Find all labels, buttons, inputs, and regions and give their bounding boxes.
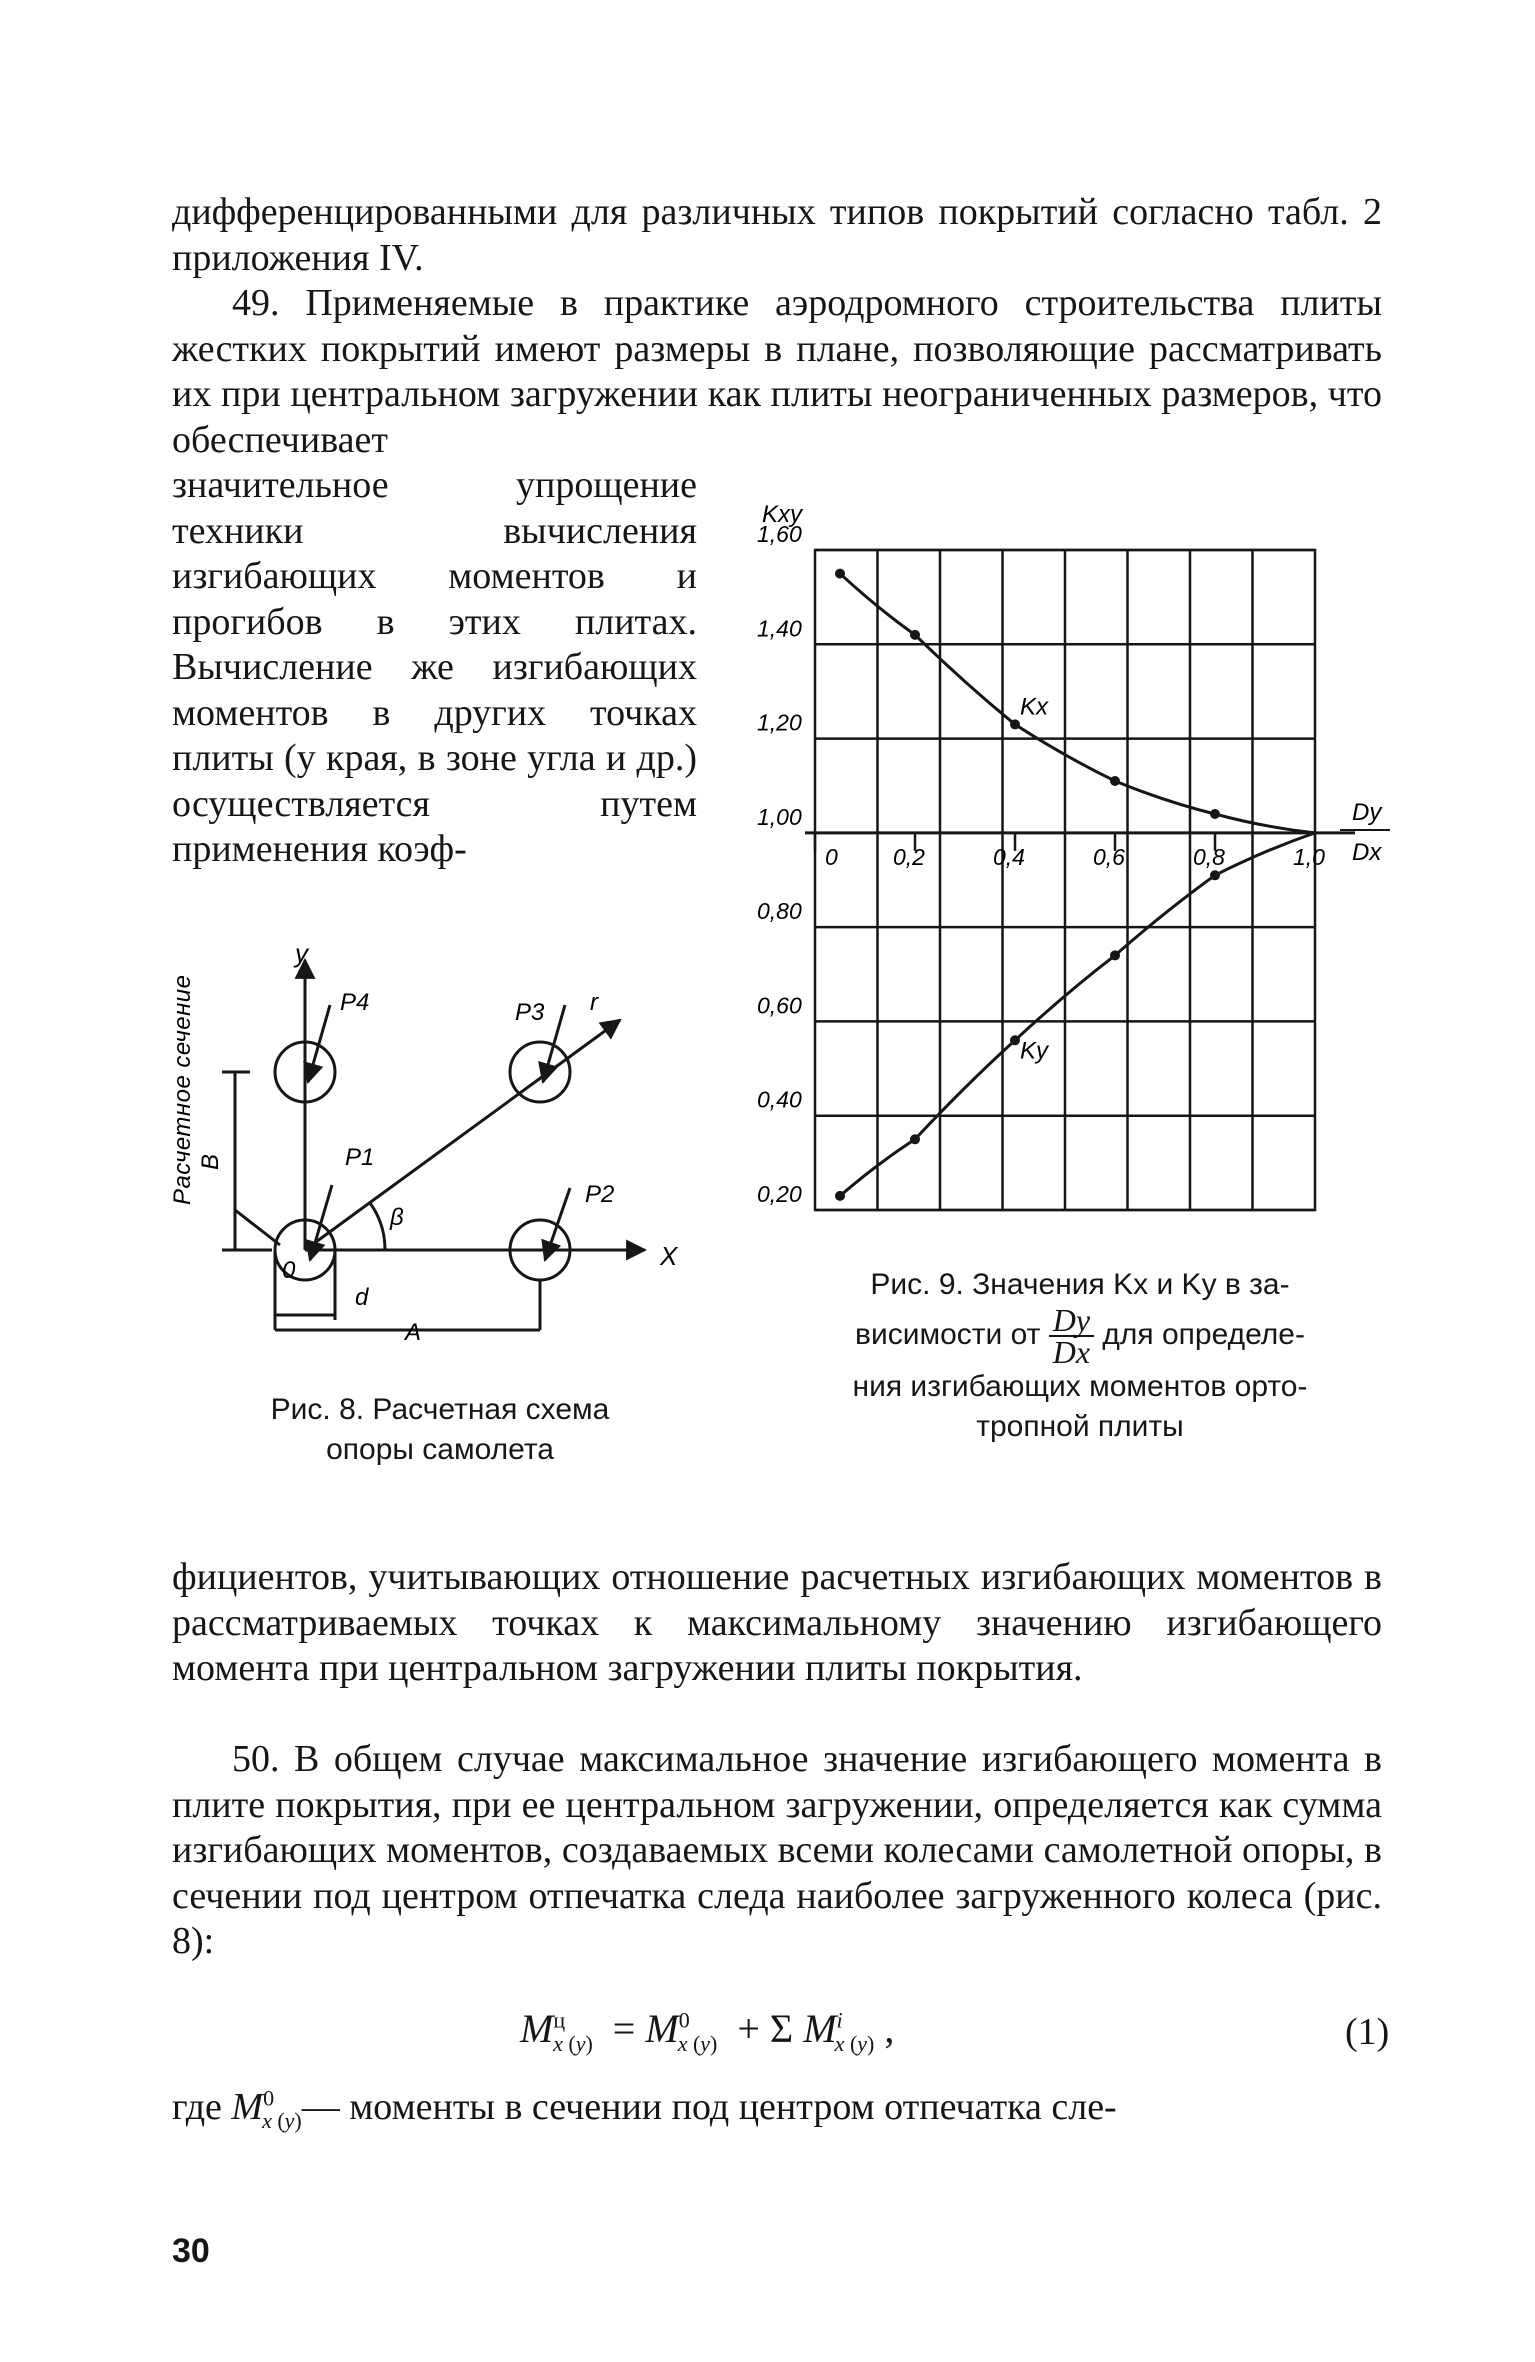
x-tick-label: 0,4: [993, 843, 1025, 870]
figure-9-caption-line4: тропной плиты: [976, 1410, 1184, 1443]
figure-8-caption: [180, 1390, 700, 1470]
x-tick-label: 0,6: [1093, 843, 1125, 870]
equation-number: (1): [1345, 2011, 1390, 2053]
paragraph-49-wrapped: значительное упрощение техники вычисления изгибающих моментов и прогибов в этих плитах. Вычисление же изгибающих моментов в других точках плиты (у края, в зоне угла и др.) осуществляется путем применения коэф-: [172, 464, 697, 870]
x-axis-label-num: Dy: [1352, 799, 1382, 826]
label-b: B: [197, 1153, 224, 1170]
x-tick-label: 0,2: [893, 843, 925, 870]
page-number: 30: [172, 2232, 210, 2270]
label-y: y: [295, 938, 308, 968]
series-label-Kx: Kx: [1020, 693, 1049, 721]
radius-line: [305, 1020, 620, 1250]
x-tick-label: 0,8: [1193, 843, 1225, 870]
data-point-Kx: [835, 569, 845, 579]
paragraph-49: [172, 281, 1382, 463]
data-point-Kx: [1210, 809, 1220, 819]
y-tick-label: 0,40: [757, 1086, 802, 1113]
paragraph-49-continuation: фициентов, учитывающих отношение расчетных изгибающих моментов в рассматриваемых точках к максимальному значению изгибающего момента при центральном загружении плиты покрытия.: [172, 1556, 1382, 1689]
paragraph-50-text: 50. В общем случае максимальное значение изгибающего момента в плите покрытия, при ее центральном загружении, определяется как сумма изгибающих моментов, создаваемых всеми колесами самолетной опоры, в сечении под центром отпечатка следа наиболее загруженного колеса (рис. 8):: [172, 1738, 1382, 1962]
figure-9-caption-line3: ния изгибающих моментов орто-: [852, 1370, 1308, 1403]
figure-9-caption: [770, 1265, 1390, 1447]
data-point-Kx: [1110, 776, 1120, 786]
label-p4: P4: [340, 989, 370, 1016]
label-r: r: [590, 989, 598, 1016]
y-tick-label: 1,20: [757, 709, 802, 736]
label-p1: P1: [345, 1144, 375, 1171]
label-p2: P2: [585, 1181, 615, 1208]
y-tick-label: 0,80: [757, 898, 802, 925]
data-point-Ky: [1110, 950, 1120, 960]
y-axis-label: Kxy: [762, 501, 803, 528]
y-tick-label: 1,40: [757, 615, 802, 642]
y-tick-label: 0,60: [757, 992, 802, 1019]
figure-9-caption-line2: висимости от $\frac{Dy}{Dx}$ для определе-: [855, 1302, 1305, 1370]
label-o: 0: [282, 1257, 296, 1284]
y-tick-label: 0,20: [757, 1181, 802, 1207]
x-axis-label-den: Dx: [1352, 839, 1382, 866]
label-d: d: [355, 1284, 369, 1311]
figure-8-caption-line2: опоры самолета: [326, 1433, 554, 1466]
paragraph-49-text: 49. Применяемые в практике аэродромного строительства плиты жестких покрытий имеют размеры в плане, позволяющие рассматривать их при центральном загружении как плиты неограниченных размеров, что обеспечивает: [172, 282, 1382, 461]
figure-8-caption-line1: Рис. 8. Расчетная схема: [270, 1393, 610, 1426]
caption-fraction: $\frac{Dy}{Dx}$: [1049, 1305, 1094, 1367]
series-label-Ky: Ky: [1020, 1037, 1049, 1065]
data-point-Ky: [1010, 1035, 1020, 1045]
formula-1: $M^ц_{x (y)} = M^0_{x (y)} + \Sigma$ $M^i_{x (y)}$ ,: [520, 2006, 895, 2056]
data-point-Ky: [835, 1191, 845, 1201]
figure-8-diagram: [160, 920, 720, 1350]
beta-arc: [370, 1203, 385, 1250]
label-beta: β: [390, 1204, 404, 1231]
x-tick-label: 1,0: [1293, 843, 1325, 870]
paragraph-continuation: дифференцированными для различных типов покрытий согласно табл. 2 приложения IV.: [172, 191, 1382, 279]
data-point-Ky: [910, 1134, 920, 1144]
series-line-Kx: [840, 574, 1315, 833]
paragraph-where: где $M^0_{x (y)}—$ моменты в сечении под центром отпечатка сле-: [172, 2085, 1117, 2133]
data-point-Kx: [1010, 719, 1020, 729]
figure-9-chart: [740, 490, 1400, 1250]
x-tick-label: 0: [825, 843, 838, 870]
paragraph-50: [172, 1737, 1382, 1965]
y-tick-label: 1,60: [757, 521, 802, 547]
label-a: A: [405, 1319, 422, 1346]
y-tick-label: 1,00: [757, 803, 802, 830]
section-label: Расчетное сечение: [169, 975, 196, 1205]
label-x: X: [660, 1241, 678, 1271]
data-point-Ky: [1210, 870, 1220, 880]
data-point-Kx: [910, 630, 920, 640]
figure-9-caption-line1: Рис. 9. Значения Kx и Ky в за-: [870, 1268, 1290, 1301]
label-p3: P3: [515, 999, 545, 1026]
